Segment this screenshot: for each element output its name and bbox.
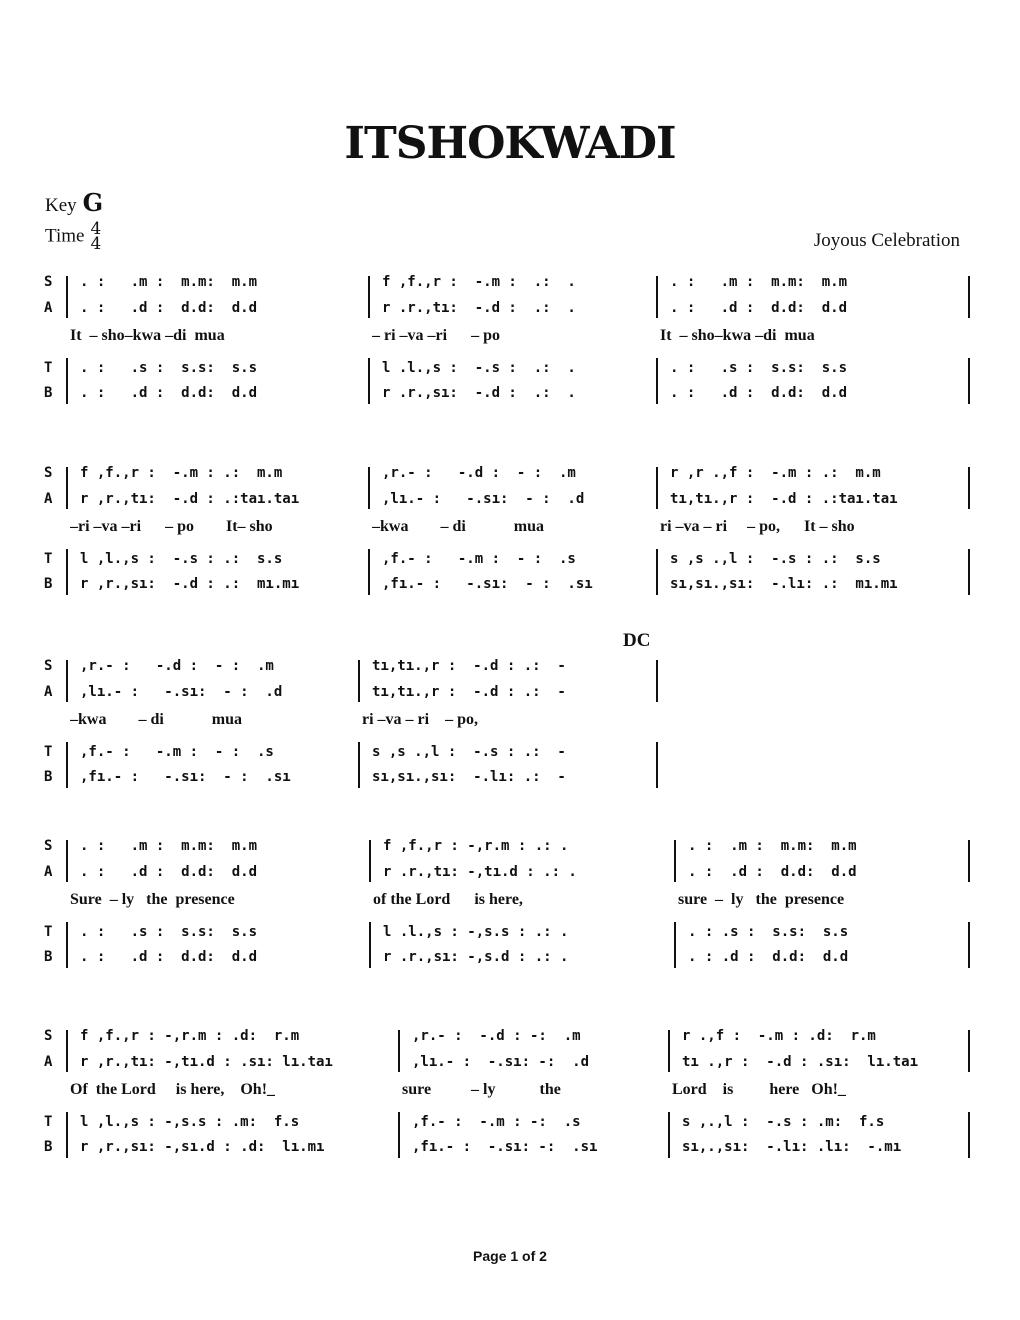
solfa-measure: . : .d : d.d: d.d	[688, 949, 849, 965]
lyric-segment: It – sho–kwa –di mua	[70, 327, 225, 344]
barline	[656, 467, 658, 509]
voice-label: S	[44, 838, 53, 854]
solfa-measure: . : .s : s.s: s.s	[670, 360, 848, 376]
solfa-measure: tı,tı.,r : -.d : .:taı.taı	[670, 491, 898, 507]
solfa-measure: r .r.,sı: -.d : .: .	[382, 385, 576, 401]
solfa-measure: . : .d : d.d: d.d	[80, 864, 258, 880]
voice-label: A	[44, 1054, 53, 1070]
barline	[369, 840, 371, 882]
solfa-measure: . : .d : d.d: d.d	[670, 385, 848, 401]
lyric-segment: sure – ly the presence	[678, 891, 845, 908]
barline	[66, 358, 68, 404]
voice-label: B	[44, 576, 53, 592]
solfa-measure: . : .m : m.m: m.m	[670, 274, 848, 290]
barline	[968, 1030, 970, 1072]
solfa-measure: sı,sı.,sı: -.lı: .: mı.mı	[670, 576, 898, 592]
barline	[668, 1030, 670, 1072]
barline	[66, 840, 68, 882]
solfa-measure: f ,f.,r : -.m : .: .	[382, 274, 576, 290]
voice-label: S	[44, 658, 53, 674]
solfa-measure: ,lı.- : -.sı: -: .d	[412, 1054, 590, 1070]
barline	[66, 922, 68, 968]
solfa-measure: ,r.- : -.d : - : .m	[80, 658, 274, 674]
solfa-measure: l ,l.,s : -,s.s : .m: f.s	[80, 1114, 300, 1130]
key-label: Key	[45, 195, 77, 216]
barline	[66, 276, 68, 318]
solfa-measure: . : .m : m.m: m.m	[688, 838, 857, 854]
voice-label: B	[44, 1139, 53, 1155]
solfa-measure: r ,r.,sı: -,sı.d : .d: lı.mı	[80, 1139, 325, 1155]
score-system-4	[0, 838, 1020, 968]
barline	[358, 742, 360, 788]
voice-label: B	[44, 949, 53, 965]
score-system-3	[0, 658, 1020, 788]
voice-label: T	[44, 744, 53, 760]
barline	[358, 660, 360, 702]
time-fraction	[90, 219, 102, 254]
solfa-measure: l ,l.,s : -.s : .: s.s	[80, 551, 283, 567]
solfa-measure: . : .d : d.d: d.d	[80, 949, 258, 965]
barline	[66, 660, 68, 702]
solfa-measure: . : .m : m.m: m.m	[80, 838, 258, 854]
solfa-measure: . : .d : d.d: d.d	[80, 385, 258, 401]
barline	[656, 358, 658, 404]
solfa-measure: f ,f.,r : -,r.m : .: .	[383, 838, 569, 854]
voice-label: A	[44, 300, 53, 316]
solfa-measure: sı,.,sı: -.lı: .lı: -.mı	[682, 1139, 902, 1155]
solfa-measure: r ,r.,tı: -.d : .:taı.taı	[80, 491, 300, 507]
solfa-measure: ,r.- : -.d : - : .m	[382, 465, 576, 481]
voice-label: A	[44, 491, 53, 507]
lyric-segment: –kwa – di mua	[372, 518, 545, 535]
barline	[66, 1112, 68, 1158]
composer-credit: Joyous Celebration	[813, 230, 960, 251]
da-capo-marking: DC	[623, 630, 651, 651]
page-number: Page 1 of 2	[473, 1248, 547, 1264]
solfa-measure: ,fı.- : -.sı: - : .sı	[382, 576, 593, 592]
voice-label: T	[44, 924, 53, 940]
voice-label: S	[44, 465, 53, 481]
solfa-measure: sı,sı.,sı: -.lı: .: -	[372, 769, 566, 785]
barline	[968, 358, 970, 404]
solfa-measure: r ,r .,f : -.m : .: m.m	[670, 465, 881, 481]
solfa-measure: . : .s : s.s: s.s	[688, 924, 849, 940]
lyric-segment: – ri –va –ri – po	[372, 327, 500, 344]
solfa-measure: . : .m : m.m: m.m	[80, 274, 258, 290]
barline	[968, 840, 970, 882]
barline	[368, 467, 370, 509]
barline	[368, 276, 370, 318]
voice-label: T	[44, 1114, 53, 1130]
solfa-measure: ,lı.- : -.sı: - : .d	[80, 684, 283, 700]
solfa-measure: r .,f : -.m : .d: r.m	[682, 1028, 876, 1044]
barline	[368, 358, 370, 404]
solfa-measure: f ,f.,r : -.m : .: m.m	[80, 465, 283, 481]
barline	[656, 660, 658, 702]
barline	[656, 276, 658, 318]
solfa-measure: tı,tı.,r : -.d : .: -	[372, 658, 566, 674]
lyric-segment: Sure – ly the presence	[70, 891, 235, 908]
lyric-segment: –ri –va –ri – po It– sho	[70, 518, 273, 535]
barline	[674, 922, 676, 968]
solfa-measure: l .l.,s : -.s : .: .	[382, 360, 576, 376]
barline	[968, 467, 970, 509]
solfa-measure: ,lı.- : -.sı: - : .d	[382, 491, 585, 507]
solfa-measure: . : .d : d.d: d.d	[688, 864, 857, 880]
solfa-measure: s ,.,l : -.s : .m: f.s	[682, 1114, 885, 1130]
lyric-segment: ri –va – ri – po,	[362, 711, 478, 728]
barline	[968, 1112, 970, 1158]
solfa-measure: . : .d : d.d: d.d	[80, 300, 258, 316]
solfa-measure: ,f.- : -.m : - : .s	[80, 744, 274, 760]
lyric-segment: Of the Lord is here, Oh!_	[70, 1081, 276, 1098]
barline	[66, 467, 68, 509]
lyric-segment: –kwa – di mua	[70, 711, 243, 728]
barline	[968, 276, 970, 318]
barline	[668, 1112, 670, 1158]
solfa-measure: . : .d : d.d: d.d	[670, 300, 848, 316]
barline	[66, 549, 68, 595]
solfa-measure: l .l.,s : -,s.s : .: .	[383, 924, 569, 940]
lyric-segment: It – sho–kwa –di mua	[660, 327, 815, 344]
voice-label: T	[44, 360, 53, 376]
solfa-measure: r .r.,tı: -.d : .: .	[382, 300, 576, 316]
voice-label: A	[44, 864, 53, 880]
key-value: G	[82, 188, 104, 217]
solfa-measure: ,f.- : -.m : -: .s	[412, 1114, 581, 1130]
barline	[66, 742, 68, 788]
voice-label: S	[44, 274, 53, 290]
lyric-segment: Lord is here Oh!_	[672, 1081, 846, 1098]
barline	[656, 742, 658, 788]
solfa-measure: ,f.- : -.m : - : .s	[382, 551, 576, 567]
time-signature	[45, 219, 102, 254]
solfa-measure: . : .s : s.s: s.s	[80, 924, 258, 940]
barline	[968, 549, 970, 595]
barline	[674, 840, 676, 882]
time-bottom: 4	[90, 234, 102, 254]
solfa-measure: tı,tı.,r : -.d : .: -	[372, 684, 566, 700]
barline	[66, 1030, 68, 1072]
key-signature	[45, 188, 103, 217]
solfa-measure: s ,s .,l : -.s : .: -	[372, 744, 566, 760]
song-title: ITSHOKWADI	[344, 118, 676, 169]
voice-label: A	[44, 684, 53, 700]
voice-label: S	[44, 1028, 53, 1044]
barline	[968, 922, 970, 968]
lyric-segment: sure – ly the	[402, 1081, 561, 1098]
solfa-measure: ,r.- : -.d : -: .m	[412, 1028, 581, 1044]
barline	[656, 549, 658, 595]
solfa-measure: . : .s : s.s: s.s	[80, 360, 258, 376]
score-system-2	[0, 465, 1020, 595]
lyric-segment: ri –va – ri – po, It – sho	[660, 518, 855, 535]
solfa-measure: ,fı.- : -.sı: - : .sı	[80, 769, 291, 785]
time-top: 4	[90, 219, 102, 239]
barline	[369, 922, 371, 968]
lyric-segment: of the Lord is here,	[373, 891, 523, 908]
score-system-5	[0, 1028, 1020, 1158]
solfa-measure: r .r.,tı: -,tı.d : .: .	[383, 864, 577, 880]
score-system-1	[0, 274, 1020, 404]
time-label: Time	[45, 225, 85, 247]
barline	[398, 1030, 400, 1072]
solfa-measure: r .r.,sı: -,s.d : .: .	[383, 949, 569, 965]
voice-label: B	[44, 769, 53, 785]
barline	[398, 1112, 400, 1158]
barline	[368, 549, 370, 595]
solfa-measure: tı .,r : -.d : .sı: lı.taı	[682, 1054, 919, 1070]
solfa-measure: s ,s .,l : -.s : .: s.s	[670, 551, 881, 567]
voice-label: B	[44, 385, 53, 401]
solfa-measure: ,fı.- : -.sı: -: .sı	[412, 1139, 598, 1155]
voice-label: T	[44, 551, 53, 567]
solfa-measure: r ,r.,sı: -.d : .: mı.mı	[80, 576, 300, 592]
solfa-measure: f ,f.,r : -,r.m : .d: r.m	[80, 1028, 300, 1044]
solfa-measure: r ,r.,tı: -,tı.d : .sı: lı.taı	[80, 1054, 333, 1070]
